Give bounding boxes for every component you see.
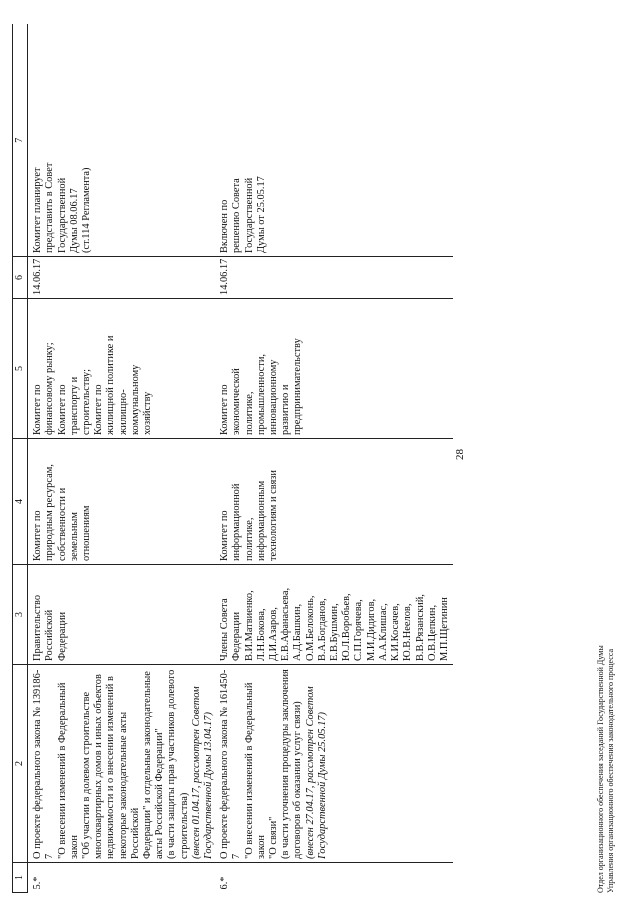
status: Включен по решению Совета Государственной Думы от 25.05.17 xyxy=(219,176,267,253)
table-header-row xyxy=(13,25,28,893)
co-executor-committees: Комитет по экономической политике, промышленности, инновационному развитию и предпринимательству xyxy=(217,299,453,439)
initiator: Правительство Российской Федерации xyxy=(28,565,218,665)
agenda-table xyxy=(12,25,453,894)
co-executor-committees: Комитет по финансовому рынку; Комитет по транспорту и строительству; Комитет по жилищной политике и жилищно- коммунальному хозяйству xyxy=(28,299,218,439)
bill-description: О проекте федерального закона № 161450-7 "О внесении изменений в Федеральный закон "О связи" (в части уточнения процедуры заключения договоров об оказании услуг связи) xyxy=(219,669,304,859)
footer-line: Отдел организационного обеспечения заседаний Государственной Думы xyxy=(596,645,605,893)
page-number: 28 xyxy=(454,449,466,460)
column-header-5: 5 xyxy=(13,299,28,439)
status: Комитет планирует представить в Совет Государственной Думы 08.06.17 (ст.114 Регламента) xyxy=(32,162,93,253)
date: 14.06.17 xyxy=(28,257,218,299)
column-header-7: 7 xyxy=(13,25,28,257)
column-header-3: 3 xyxy=(13,565,28,665)
bill-note: (внесен 01.04.17, рассмотрен Советом Государственной Думы 13.04.17) xyxy=(190,686,215,859)
bill-description-cell xyxy=(28,665,218,863)
responsible-committee: Комитет по информационной политике, информационным технологиям и связи xyxy=(217,439,453,565)
bill-description-cell xyxy=(217,665,453,863)
table-row xyxy=(217,25,453,893)
responsible-committee: Комитет по природным ресурсам, собственности и земельным отношениям xyxy=(28,439,218,565)
table-row xyxy=(28,25,218,893)
bill-note: (внесен 27.04.17, рассмотрен Советом Государственной Думы 25.05.17) xyxy=(304,686,328,859)
initiator: Члены Совета Федерации В.И.Матвиенко, Л.Н.Бокова, Д.И.Азаров, Е.В.Афанасьева, А.Д.Башкин, О.М.Белоконь, В.А.Богданов, Е.В.Бушмин, Ю.Л.Воробьев, С.П.Горячева, М.И.Дидигов, А.А.Клишас, К.И.Косачев, Ю.В.Неелов, В.В.Рязанский, О.В.Цепкин, М.П.Щетинин xyxy=(217,565,453,665)
bill-description: О проекте федерального закона № 139186-7 "О внесении изменений в Федеральный закон "Об участии в долевом строительстве многоквартирных домов и иных объектов недвижимости и о внесении изменений в некоторые законодательные акты Российской Федерации" и отдельные законодательные акты Российской Федерации" (в части защиты прав участников долевого строительства) xyxy=(32,669,190,859)
footer xyxy=(596,645,616,893)
column-header-6: 6 xyxy=(13,257,28,299)
row-number: 5.* xyxy=(28,863,218,893)
date: 14.06.17 xyxy=(217,257,453,299)
column-header-4: 4 xyxy=(13,439,28,565)
row-number: 6.* xyxy=(217,863,453,893)
column-header-1: 1 xyxy=(13,863,28,893)
column-header-2: 2 xyxy=(13,665,28,863)
footer-line: Управления организационного обеспечения законодательного процесса xyxy=(606,648,615,893)
